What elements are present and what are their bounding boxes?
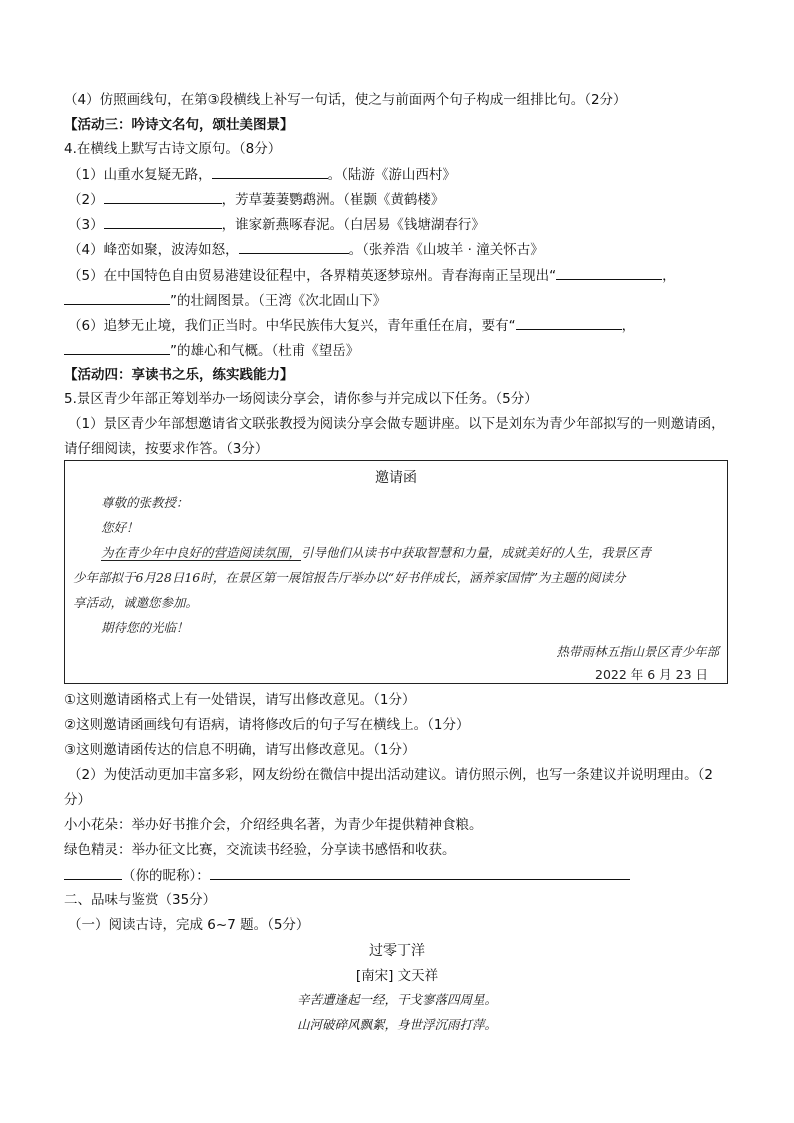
answer-blank[interactable]: [64, 340, 170, 355]
invitation-title: 邀请函: [375, 470, 417, 486]
letter-body-line-3: 享活动，诚邀您参加。: [73, 595, 199, 610]
letter-body-line-2: 少年部拟于6月28日16时，在景区第一展馆报告厅举办以“好书伴成长，涵养家国情”为主题的阅读分: [73, 570, 626, 585]
underlined-sentence: 为在青少年中良好的营造阅读氛围，: [101, 545, 302, 560]
answer-blank[interactable]: [104, 189, 222, 204]
answer-blank[interactable]: [64, 290, 170, 305]
letter-signature: 热带雨林五指山景区青少年部: [556, 644, 719, 659]
letter-salutation: 尊敬的张教授：: [101, 495, 189, 510]
activity-4-heading: 【活动四：享读书之乐，练实践能力】: [64, 367, 294, 383]
poem-fill-6-line-2: ”的雄心和气概。（杜甫《望岳》: [64, 340, 359, 361]
question-5-2-line-1: （2）为使活动更加丰富多彩，网友纷纷在微信中提出活动建议。请仿照示例，也写一条建议并说明理由。（2: [68, 767, 713, 783]
poem-fill-6-line-1: （6）追梦无止境，我们正当时。中华民族伟大复兴，青年重任在肩，要有“ ，: [68, 315, 635, 336]
question-5-1-line-1: （1）景区青少年部想邀请省文联张教授为阅读分享会做专题讲座。以下是刘东为青少年部拟写的一则邀请函，: [68, 416, 725, 432]
section-2-heading: 二、品味与鉴赏（35分）: [64, 892, 217, 908]
invitation-letter-box: [64, 460, 728, 684]
poem-fill-2: （2） ，芳草萋萋鹦鹉洲。（崔颢《黄鹤楼》: [68, 189, 444, 210]
answer-blank[interactable]: [104, 214, 222, 229]
letter-body-line-1: 为在青少年中良好的营造阅读氛围，引导他们从读书中获取智慧和力量，成就美好的人生，我景区青: [101, 545, 652, 560]
answer-blank[interactable]: [210, 865, 630, 880]
poem-fill-4: （4）峰峦如聚，波涛如怒， 。（张养浩《山坡羊 · 潼关怀古》: [68, 239, 544, 260]
nickname-answer-line: （你的昵称）：: [64, 865, 630, 886]
example-2: 绿色精灵：举办征文比赛，交流读书经验，分享读书感悟和收获。: [64, 842, 456, 858]
question-4: 4.在横线上默写古诗文原句。（8分）: [64, 141, 282, 157]
sub-question-2: ②这则邀请函画线句有语病，请将修改后的句子写在横线上。（1分）: [64, 717, 470, 733]
activity-3-heading: 【活动三：吟诗文名句，颂壮美图景】: [64, 117, 294, 133]
poem-fill-5-line-1: （5）在中国特色自由贸易港建设征程中，各界精英逐梦琼州。青春海南正呈现出“ ，: [68, 265, 676, 286]
part-1-heading: （一）阅读古诗，完成 6~7 题。（5分）: [68, 917, 310, 933]
letter-greeting: 您好！: [101, 520, 139, 535]
poem-fill-3: （3） ，谁家新燕啄春泥。（白居易《钱塘湖春行》: [68, 214, 485, 235]
sub-question-3: ③这则邀请函传达的信息不明确，请写出修改意见。（1分）: [64, 742, 416, 758]
answer-blank[interactable]: [239, 239, 349, 254]
poem-author: [南宋] 文天祥: [355, 968, 439, 984]
question-5-1-line-2: 请仔细阅读，按要求作答。（3分）: [64, 441, 269, 457]
answer-blank[interactable]: [516, 315, 622, 330]
answer-blank[interactable]: [556, 265, 662, 280]
question-4-item-4: （4）仿照画线句，在第③段横线上补写一句话，使之与前面两个句子构成一组排比句。（2分）: [64, 92, 627, 108]
question-5: 5.景区青少年部正筹划举办一场阅读分享会，请你参与并完成以下任务。（5分）: [64, 391, 538, 407]
poem-line-2: 山河破碎风飘絮，身世浮沉雨打萍。: [296, 1017, 497, 1032]
example-1: 小小花朵：举办好书推介会，介绍经典名著，为青少年提供精神食粮。: [64, 817, 483, 833]
letter-date: 2022 年 6 月 23 日: [595, 667, 709, 682]
poem-title: 过零丁洋: [369, 943, 425, 959]
letter-closing: 期待您的光临！: [101, 620, 189, 635]
nickname-blank[interactable]: [64, 865, 122, 880]
poem-fill-1: （1）山重水复疑无路， 。（陆游《游山西村》: [68, 164, 456, 185]
poem-fill-5-line-2: ”的壮阔图景。（王湾《次北固山下》: [64, 290, 386, 311]
sub-question-1: ①这则邀请函格式上有一处错误，请写出修改意见。（1分）: [64, 692, 416, 708]
question-5-2-line-2: 分）: [64, 792, 91, 808]
answer-blank[interactable]: [212, 164, 328, 179]
poem-line-1: 辛苦遭逢起一经，干戈寥落四周星。: [296, 992, 497, 1007]
